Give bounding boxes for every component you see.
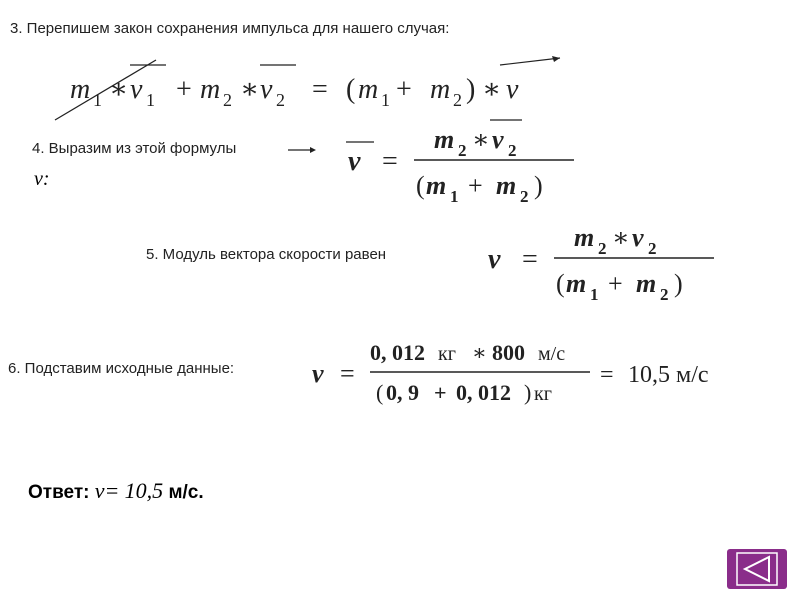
f4-den-plus: + (434, 380, 447, 405)
velocity-formula-vector (338, 112, 588, 208)
answer-var: v (94, 478, 105, 503)
f3-num-m: m (574, 223, 595, 252)
f1-eq: = (312, 74, 328, 105)
f2-den-s1: 1 (450, 187, 459, 206)
answer-line (28, 478, 204, 504)
f3-den-rp: ) (674, 269, 683, 298)
f3-num-ms: 2 (598, 239, 607, 258)
f1-m2b: m (430, 74, 451, 105)
f4-eq2: = (600, 362, 614, 388)
f1-m2: m (200, 74, 221, 105)
f2-den-s2: 2 (520, 187, 529, 206)
f4-result: 10,5 м/с (628, 362, 709, 388)
f2-lhs: v (348, 146, 361, 177)
step-6-text: 6. Подставим исходные данные: (8, 360, 235, 377)
f3-eq: = (522, 244, 538, 275)
f1-v2: v (260, 74, 273, 105)
triangle-left-icon (727, 549, 787, 589)
f2-den-m1: m (426, 171, 447, 200)
f2-eq: = (382, 146, 398, 177)
f3-den-s2: 2 (660, 285, 669, 304)
f2-den-lp: ( (416, 171, 425, 200)
f4-den-rp: ) (524, 380, 532, 405)
f4-num-a: 0, 012 (370, 340, 425, 365)
step-3-text: 3. Перепишем закон сохранения импульса для нашего случая: (10, 20, 450, 37)
f2-den-m2: m (496, 171, 517, 200)
f2-num-v: v (492, 125, 504, 154)
f1-op1: ∗ (109, 74, 129, 105)
f4-lhs: v (312, 359, 324, 388)
f4-den-a: 0, 9 (386, 380, 419, 405)
f3-den-lp: ( (556, 269, 565, 298)
f1-op3: ∗ (482, 74, 502, 105)
f4-num-b-unit: м/с (538, 343, 566, 365)
f2-num-ms: 2 (458, 141, 467, 160)
velocity-magnitude-formula (478, 210, 728, 306)
back-button[interactable] (727, 549, 787, 589)
f1-rp: ) (466, 74, 476, 105)
answer-value: 10,5 (124, 478, 164, 503)
f1-v: v (506, 74, 519, 105)
f4-num-op: ∗ (472, 340, 487, 365)
f2-num-vs: 2 (508, 141, 517, 160)
f3-num-op: ∗ (612, 223, 630, 252)
f4-den-lp: ( (376, 380, 384, 405)
f1-m1: m (70, 74, 91, 105)
f1-s1: 1 (93, 90, 102, 110)
step-4-text: 4. Выразим из этой формулы (32, 140, 237, 157)
f1-plus: + (176, 74, 192, 105)
f1-s1b: 1 (381, 90, 390, 110)
f4-den-unit: кг (534, 383, 552, 405)
f1-op2: ∗ (240, 74, 260, 105)
f4-num-a-unit: кг (438, 343, 456, 365)
f4-den-b: 0, 012 (456, 380, 511, 405)
vector-arrow-icon (500, 58, 560, 65)
step-5-text: 5. Модуль вектора скорости равен (146, 246, 387, 263)
f3-num-v: v (632, 223, 644, 252)
f3-den-s1: 1 (590, 285, 599, 304)
answer-label: Ответ: (28, 482, 90, 503)
f3-den-m1: m (566, 269, 587, 298)
step-4-var: v: (34, 168, 50, 190)
f1-plus2: + (396, 74, 412, 105)
answer-eq: = (104, 478, 120, 503)
f2-num-op: ∗ (472, 125, 490, 154)
answer-unit: м/с. (168, 482, 204, 503)
f1-s2b: 2 (453, 90, 462, 110)
substitution-formula (306, 332, 746, 416)
f3-lhs: v (488, 244, 501, 275)
f3-den-plus: + (608, 269, 623, 298)
f1-lp: ( (346, 74, 356, 105)
f1-s2: 2 (223, 90, 232, 110)
f1-sv2: 2 (276, 90, 285, 110)
f4-eq: = (340, 359, 355, 388)
f2-den-plus: + (468, 171, 483, 200)
f1-v1: v (130, 74, 143, 105)
f1-m1b: m (358, 74, 379, 105)
arrow-icon (288, 146, 318, 154)
f2-num-m: m (434, 125, 455, 154)
f3-num-vs: 2 (648, 239, 657, 258)
f3-den-m2: m (636, 269, 657, 298)
f1-sv1: 1 (146, 90, 155, 110)
f2-den-rp: ) (534, 171, 543, 200)
f4-num-b: 800 (492, 340, 525, 365)
